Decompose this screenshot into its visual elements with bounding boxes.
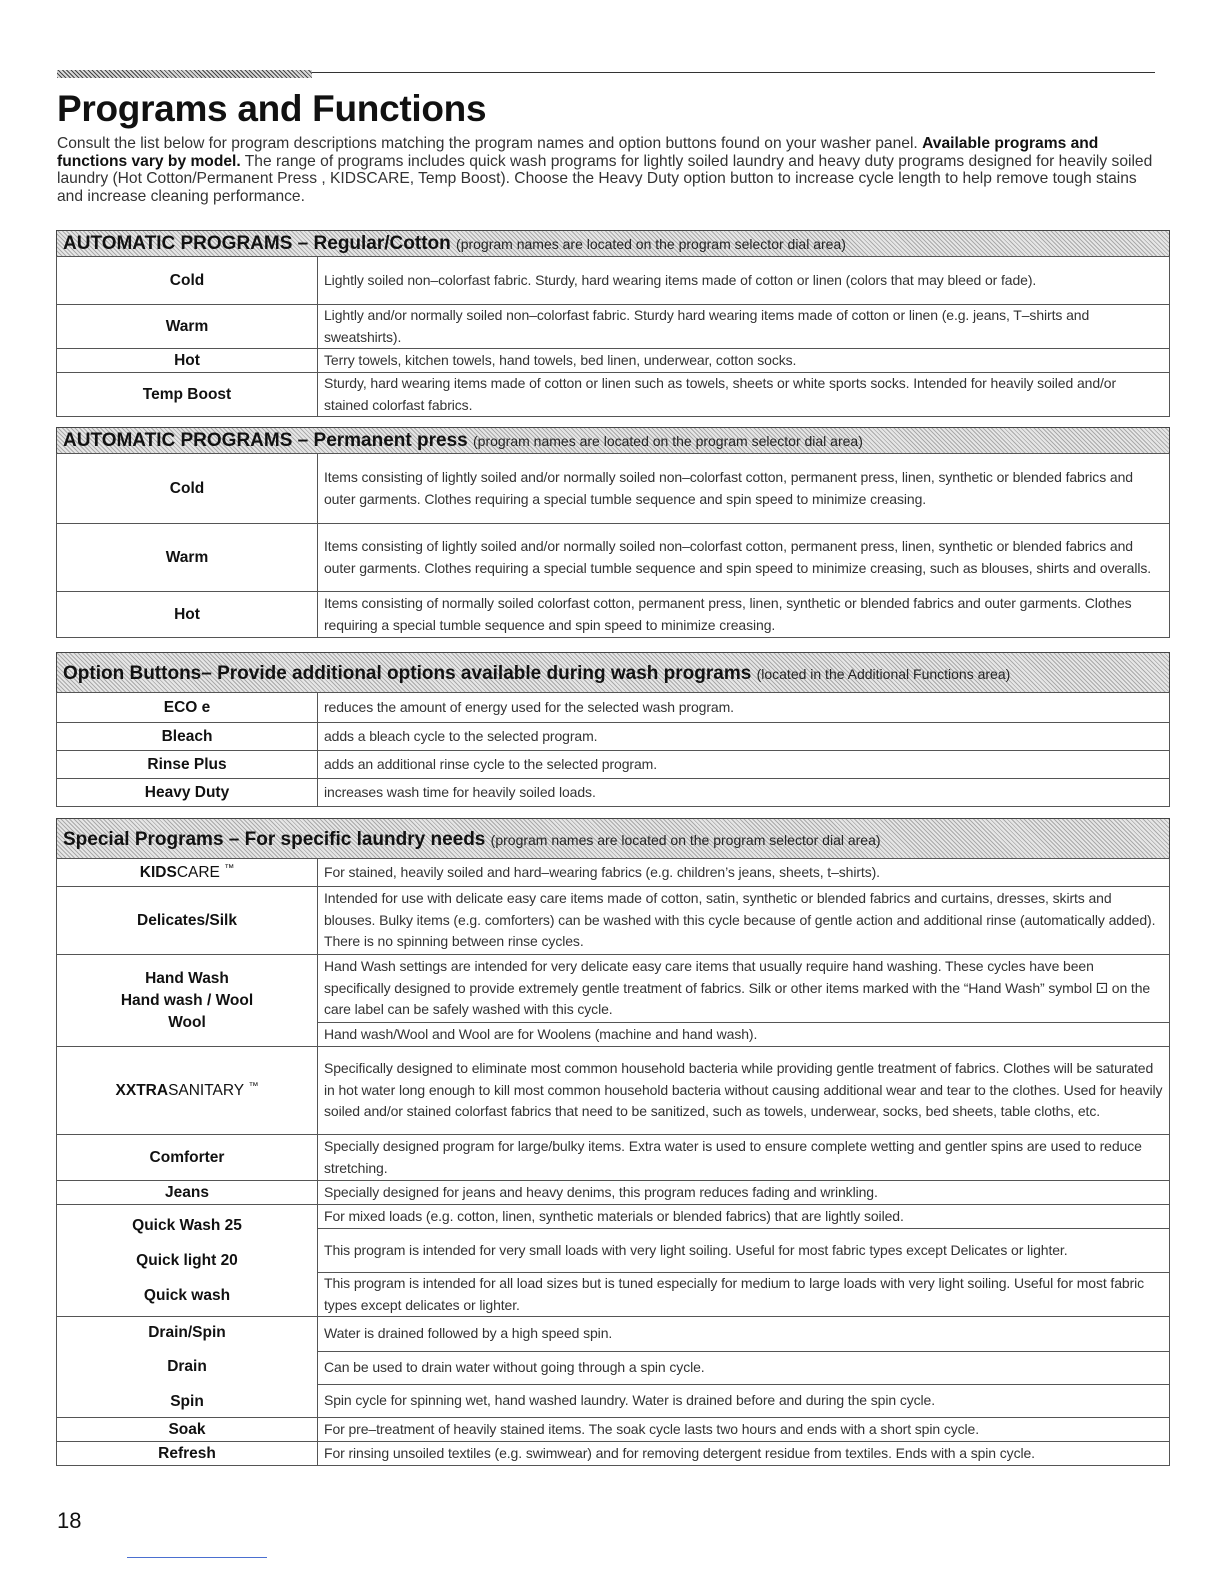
top-rule — [57, 70, 1155, 78]
table-row: This program is intended for very small loads with very light soiling. Useful for most fabric types except Delicates or lighter. — [57, 1229, 1170, 1273]
table-row: Jeans Specially designed for jeans and heavy denims, this program reduces fading and wrinkling. — [57, 1181, 1170, 1205]
special-programs-table — [56, 858, 1170, 1466]
section-header: AUTOMATIC PROGRAMS – Regular/Cotton (program names are located on the program selector dial area) — [56, 230, 1170, 256]
option-buttons-table — [56, 692, 1170, 807]
section-header: Special Programs – For specific laundry needs (program names are located on the program selector dial area) — [56, 818, 1170, 858]
section-option-buttons — [56, 652, 1170, 807]
page-number: 18 — [57, 1508, 82, 1533]
table-row: Drain/Spin Drain Spin Water is drained followed by a high speed spin. — [57, 1317, 1170, 1352]
section-header: Option Buttons– Provide additional options available during wash programs (located in the Additional Functions area) — [56, 652, 1170, 692]
table-row: Temp Boost Sturdy, hard wearing items made of cotton or linen such as towels, sheets or white sports socks. Intended for heavily soiled and/or stained colorfast fabrics. — [57, 373, 1170, 417]
table-row: Cold Items consisting of lightly soiled and/or normally soiled non–colorfast cotton, permanent press, linen, synthetic or blended fabrics and outer garments. Clothes requiring a special tumble sequence and spin speed to minimize creasing. — [57, 454, 1170, 524]
table-row: Refresh For rinsing unsoiled textiles (e.g. swimwear) and for removing detergent residue from textiles. Ends with a spin cycle. — [57, 1442, 1170, 1466]
handwash-desc: Hand Wash settings are intended for very delicate easy care items that usually require hand washing. These cycles have been specifically designed to provide extremely gentle treatment of fabrics. Silk or other items marked with the “Hand Wash” symbol ⚀ on the care label can be safely washed with this cycle. — [318, 955, 1170, 1023]
regular-cotton-table — [56, 256, 1170, 417]
table-row: Soak For pre–treatment of heavily stained items. The soak cycle lasts two hours and ends with a short spin cycle. — [57, 1418, 1170, 1442]
table-row: KIDSCARE ™ For stained, heavily soiled and hard–wearing fabrics (e.g. children’s jeans, sheets, t–shirts). — [57, 859, 1170, 887]
xxtrasanitary-name: XXTRASANITARY ™ — [57, 1047, 318, 1135]
page-title: Programs and Functions — [57, 88, 487, 129]
table-row: This program is intended for all load sizes but is tuned especially for medium to large loads with very light soiling. Useful for most fabric types except delicates or lighter. — [57, 1273, 1170, 1317]
table-row: Can be used to drain water without going through a spin cycle. — [57, 1352, 1170, 1385]
table-row — [57, 955, 1170, 1023]
table-row: Comforter Specially designed program for large/bulky items. Extra water is used to ensure complete wetting and gentler spins are used to reduce stretching. — [57, 1135, 1170, 1181]
table-row: Warm Lightly and/or normally soiled non–colorfast fabric. Sturdy hard wearing items made of cotton or linen (e.g. jeans, T–shirts and sweatshirts). — [57, 305, 1170, 349]
footer-rule — [127, 1557, 267, 1558]
section-permanent-press — [56, 427, 1170, 638]
table-row: Hot Items consisting of normally soiled colorfast cotton, permanent press, linen, synthetic or blended fabrics and outer garments. Clothes requiring a special tumble sequence and spin speed to minimize creasing. — [57, 592, 1170, 638]
table-row: Rinse Plus adds an additional rinse cycle to the selected program. — [57, 751, 1170, 779]
table-row: Quick Wash 25 Quick light 20 Quick wash For mixed loads (e.g. cotton, linen, synthetic materials or blended fabrics) that are lightly soiled. — [57, 1205, 1170, 1229]
table-row: Cold Lightly soiled non–colorfast fabric. Sturdy, hard wearing items made of cotton or linen (colors that may bleed or fade). — [57, 257, 1170, 305]
section-special-programs — [56, 818, 1170, 1466]
table-row: Warm Items consisting of lightly soiled and/or normally soiled non–colorfast cotton, permanent press, linen, synthetic or blended fabrics and outer garments. Clothes requiring a special tumble sequence and spin speed to minimize creasing, such as blouses, shirts and overalls. — [57, 524, 1170, 592]
table-row: Spin cycle for spinning wet, hand washed laundry. Water is drained before and during the spin cycle. — [57, 1385, 1170, 1418]
table-row: XXTRASANITARY ™ Specifically designed to eliminate most common household bacteria while providing gentle treatment of fabrics. Clothes will be saturated in hot water long enough to kill most common household bacteria without causing additional wear and tear to the clothes. Used for heavily soiled and/or stained colorfast fabrics that need to be sanitized, such as towels, underwear, socks, bed sheets, table cloths, etc. — [57, 1047, 1170, 1135]
hand-wash-symbol-icon: ⚀ — [1095, 979, 1108, 996]
section-header: AUTOMATIC PROGRAMS – Permanent press (program names are located on the program selector dial area) — [56, 427, 1170, 453]
table-row: Heavy Duty increases wash time for heavily soiled loads. — [57, 779, 1170, 807]
table-row: Bleach adds a bleach cycle to the selected program. — [57, 723, 1170, 751]
section-regular-cotton — [56, 230, 1170, 417]
drain-names: Drain/Spin Drain Spin — [57, 1317, 318, 1418]
quick-wash-names: Quick Wash 25 Quick light 20 Quick wash — [57, 1205, 318, 1317]
table-row: ECO e reduces the amount of energy used for the selected wash program. — [57, 693, 1170, 723]
kidscare-name: KIDSCARE ™ — [57, 859, 318, 887]
table-row: Hand wash/Wool and Wool are for Woolens (machine and hand wash). — [57, 1023, 1170, 1047]
permanent-press-table — [56, 453, 1170, 638]
table-row: Delicates/Silk Intended for use with delicate easy care items made of cotton, satin, synthetic or blended fabrics and curtains, dresses, skirts and blouses. Bulky items (e.g. comforters) can be washed with this cycle because of gentle action and additional rinse (automatically added). There is no spinning between rinse cycles. — [57, 887, 1170, 955]
table-row: Hot Terry towels, kitchen towels, hand towels, bed linen, underwear, cotton socks. — [57, 349, 1170, 373]
intro-paragraph: Consult the list below for program descriptions matching the program names and option buttons found on your washer panel. Available programs and functions vary by model. The range of programs includes quick wash programs for lightly soiled laundry and heavy duty programs designed for heavily soiled laundry (Hot Cotton/Permanent Press , KIDSCARE, Temp Boost). Choose the Heavy Duty option button to increase cycle length to help remove tough stains and increase cleaning performance. — [57, 135, 1153, 205]
handwash-names: Hand Wash Hand wash / Wool Wool — [57, 955, 318, 1047]
